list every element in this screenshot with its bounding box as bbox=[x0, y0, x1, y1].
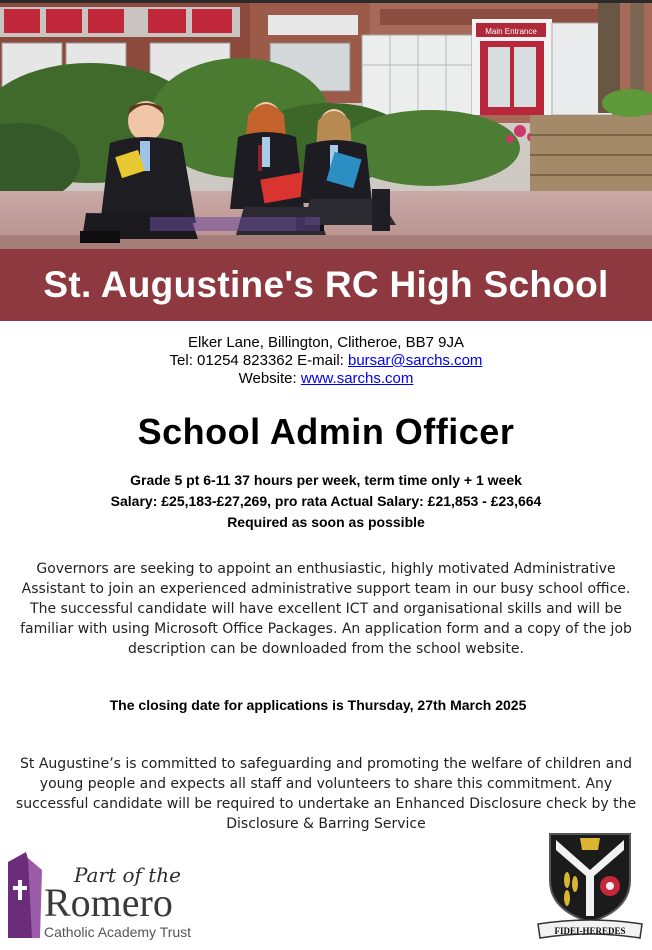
trust-line1: Part of the bbox=[74, 863, 181, 887]
tel-email-line bbox=[0, 352, 652, 370]
tel-label: Tel: 01254 823362 E-mail: bbox=[169, 352, 348, 369]
crest-motto: FIDEI-HEREDES bbox=[554, 926, 626, 936]
website-label: Website: bbox=[238, 370, 301, 387]
email-link[interactable]: bursar@sarchs.com bbox=[348, 352, 483, 369]
website-link[interactable]: www.sarchs.com bbox=[300, 370, 414, 387]
school-name: St. Augustine's RC High School bbox=[43, 264, 609, 305]
job-details bbox=[0, 470, 652, 533]
salary-line: Salary: £25,183-£27,269, pro rata Actual Salary: £21,853 - £23,664 bbox=[110, 493, 542, 509]
closing-date: The closing date for applications is Thursday, 27th March 2025 bbox=[109, 697, 527, 713]
romero-trust-logo bbox=[6, 850, 221, 942]
school-crest bbox=[534, 828, 646, 940]
trust-line2: Romero bbox=[44, 880, 173, 925]
safeguarding-statement: St Augustine’s is committed to safeguarding and promoting the welfare of children and young people and expects all staff and volunteers to share this commitment. Any successful candidate will be required to undertake an Enhanced Disclosure check by the Disclosure & Barring Service bbox=[15, 756, 637, 832]
job-title: School Admin Officer bbox=[137, 411, 515, 452]
header-photo bbox=[0, 3, 652, 249]
address: Elker Lane, Billington, Clitheroe, BB7 9JA bbox=[188, 334, 464, 351]
job-description: Governors are seeking to appoint an enthusiastic, highly motivated Administrative Assistant to join an experienced administrative support team in our busy school office. The successful candidate will have excellent ICT and organisational skills and will be familiar with using Microsoft Office Packages. An application form and a copy of the job description can be downloaded from the school website. bbox=[20, 561, 632, 657]
start-line: Required as soon as possible bbox=[227, 514, 425, 530]
trust-line3: Catholic Academy Trust bbox=[44, 924, 192, 940]
grade-line: Grade 5 pt 6-11 37 hours per week, term time only + 1 week bbox=[130, 472, 522, 488]
website-line bbox=[0, 370, 652, 388]
school-name-banner bbox=[0, 249, 652, 321]
main-entrance-sign: Main Entrance bbox=[485, 27, 537, 36]
contact-block bbox=[0, 334, 652, 388]
